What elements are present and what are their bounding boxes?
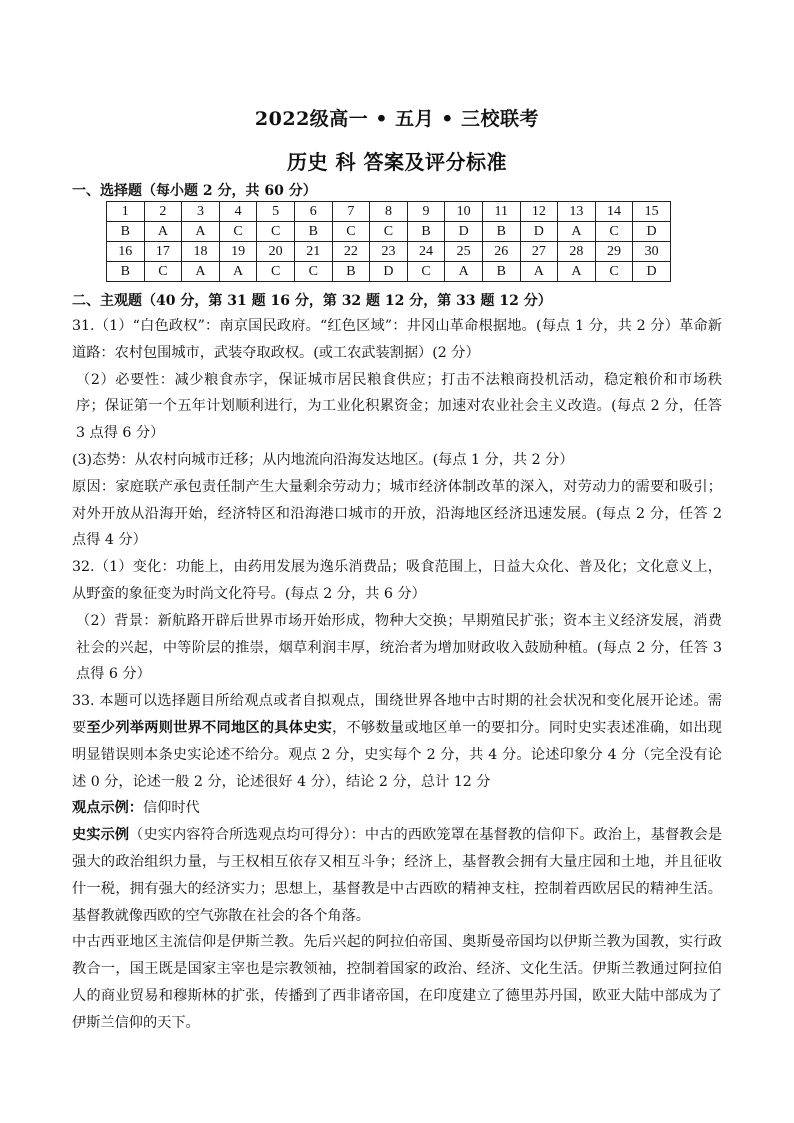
answer-cell: C [595,222,633,242]
answer-cell: B [407,222,445,242]
answer-table [106,201,671,282]
question-number-cell: 11 [482,202,520,222]
question-number-cell: 14 [595,202,633,222]
answer-cell: A [445,262,483,282]
question-number-cell: 5 [257,202,295,222]
exam-subtitle: 历史 科 答案及评分标准 [287,150,507,174]
exam-title: 2022级高一 • 五月 • 三校联考 [254,108,540,130]
answer-cell: D [445,222,483,242]
section-choice-heading: 一、选择题（每小题 2 分，共 60 分） [72,183,317,199]
q33-facts-westasia: 中古西亚地区主流信仰是伊斯兰教。先后兴起的阿拉伯帝国、奥斯曼帝国均以伊斯兰教为国教，实行政教合一，国王既是国家主宰也是宗教领袖，控制着国家的政治、经济、文化生活。伊斯兰教通过阿拉伯人的商业贸易和穆斯林的扩张，传播到了西非诸帝国，在印度建立了德里苏丹国，欧亚大陆中部成为了伊斯兰信仰的天下。 [72,934,722,1031]
question-number-cell: 15 [633,202,671,222]
question-number-cell: 13 [558,202,596,222]
q33-instructions: 33. 本题可以选择题目所给观点或者自拟观点，围绕世界各地中古时期的社会状况和变化展开论述。需要至少列举两则世界不同地区的具体史实，不够数量或地区单一的要扣分。同时史实表述准确，如出现明显错误则本条史实论述不给分。观点 2 分，史实每个 2 分，共 4 分。论述印象分 4 分（完全没有论述 0 分，论述一般 2 分，论述很好 4 分），结论 2 分，总计 12 分 [72,693,722,790]
answer-cell: B [107,222,145,242]
answer-cell: D [370,262,408,282]
question-number-cell: 12 [520,202,558,222]
q31-part3-reason: 原因：家庭联产承包责任制产生大量剩余劳动力；城市经济体制改革的深入，对劳动力的需要和吸引；对外开放从沿海开始，经济特区和沿海港口城市的开放，沿海地区经济迅速发展。(每点 2 分，任答 2 点得 4 分） [72,478,722,549]
q33-facts-europe: 史实示例（史实内容符合所选观点均可得分）：中古的西欧笼罩在基督教的信仰下。政治上，基督教会是强大的政治组织力量，与王权相互依存又相互斗争；经济上，基督教会拥有大量庄园和土地，并且征收什一税，拥有强大的经济实力；思想上，基督教是中古西欧的精神支柱，控制着西欧居民的精神生活。基督教就像西欧的空气弥散在社会的各个角落。 [72,827,722,924]
answer-cell: C [219,222,257,242]
answer-cell: C [332,222,370,242]
question-number-cell: 6 [294,202,332,222]
answer-cell: D [633,222,671,242]
question-number-cell: 20 [257,242,295,262]
question-number-cell: 24 [407,242,445,262]
question-number-cell: 19 [219,242,257,262]
answer-cell: A [182,262,220,282]
q32-part1: 32.（1）变化：功能上，由药用发展为逸乐消费品；吸食范围上，日益大众化、普及化；文化意义上，从野蛮的象征变为时尚文化符号。(每点 2 分，共 6 分） [72,559,722,602]
answer-key-row [107,262,671,282]
answer-cell: B [332,262,370,282]
question-number-cell: 3 [182,202,220,222]
answer-cell: A [144,222,182,242]
answer-cell: C [370,222,408,242]
q33-key-requirement: 至少列举两则世界不同地区的具体史实 [86,719,333,736]
question-number-cell: 29 [595,242,633,262]
question-number-cell: 7 [332,202,370,222]
answer-cell: C [595,262,633,282]
answer-cell: B [482,262,520,282]
question-number-cell: 28 [558,242,596,262]
answer-body [72,313,722,1037]
q33-viewpoint: 观点示例：信仰时代 [72,800,200,817]
question-number-cell: 8 [370,202,408,222]
question-number-cell: 23 [370,242,408,262]
question-number-row [107,242,671,262]
question-number-row [107,202,671,222]
answer-cell: C [407,262,445,282]
answer-cell: D [633,262,671,282]
answer-cell: A [558,222,596,242]
answer-cell: C [294,262,332,282]
answer-cell: C [257,222,295,242]
question-number-cell: 22 [332,242,370,262]
question-number-cell: 26 [482,242,520,262]
q31-part2: （2）必要性：减少粮食赤字，保证城市居民粮食供应；打击不法粮商投机活动，稳定粮价和市场秩序；保证第一个五年计划顺利进行，为工业化积累资金；加速对农业社会主义改造。(每点 2 分，任答 3 点得 6 分） [76,371,722,442]
answer-cell: C [257,262,295,282]
q31-part1: 31.（1）“白色政权”：南京国民政府。“红色区域”：井冈山革命根据地。(每点 1 分，共 2 分）革命新道路：农村包围城市，武装夺取政权。(或工农武装割据）(2 分） [72,318,722,361]
question-number-cell: 27 [520,242,558,262]
answer-cell: D [520,222,558,242]
question-number-cell: 21 [294,242,332,262]
question-number-cell: 10 [445,202,483,222]
answer-cell: B [294,222,332,242]
q31-part3-trend: (3)态势：从农村向城市迁移；从内地流向沿海发达地区。(每点 1 分，共 2 分） [72,451,574,468]
answer-cell: B [482,222,520,242]
question-number-cell: 2 [144,202,182,222]
q32-part2: （2）背景：新航路开辟后世界市场开始形成，物种大交换；早期殖民扩张；资本主义经济发展，消费社会的兴起，中等阶层的推崇，烟草利润丰厚，统治者为增加财政收入鼓励种植。(每点 2 分，任答 3 点得 6 分） [76,612,722,683]
question-number-cell: 1 [107,202,145,222]
answer-cell: A [520,262,558,282]
section-subjective-heading: 二、主观题（40 分，第 31 题 16 分，第 32 题 12 分，第 33 题 12 分） [72,293,552,309]
answer-cell: A [219,262,257,282]
answer-cell: B [107,262,145,282]
answer-cell: A [558,262,596,282]
question-number-cell: 18 [182,242,220,262]
question-number-cell: 9 [407,202,445,222]
question-number-cell: 30 [633,242,671,262]
question-number-cell: 4 [219,202,257,222]
answer-cell: A [182,222,220,242]
question-number-cell: 25 [445,242,483,262]
question-number-cell: 17 [144,242,182,262]
answer-cell: C [144,262,182,282]
question-number-cell: 16 [107,242,145,262]
answer-key-row [107,222,671,242]
